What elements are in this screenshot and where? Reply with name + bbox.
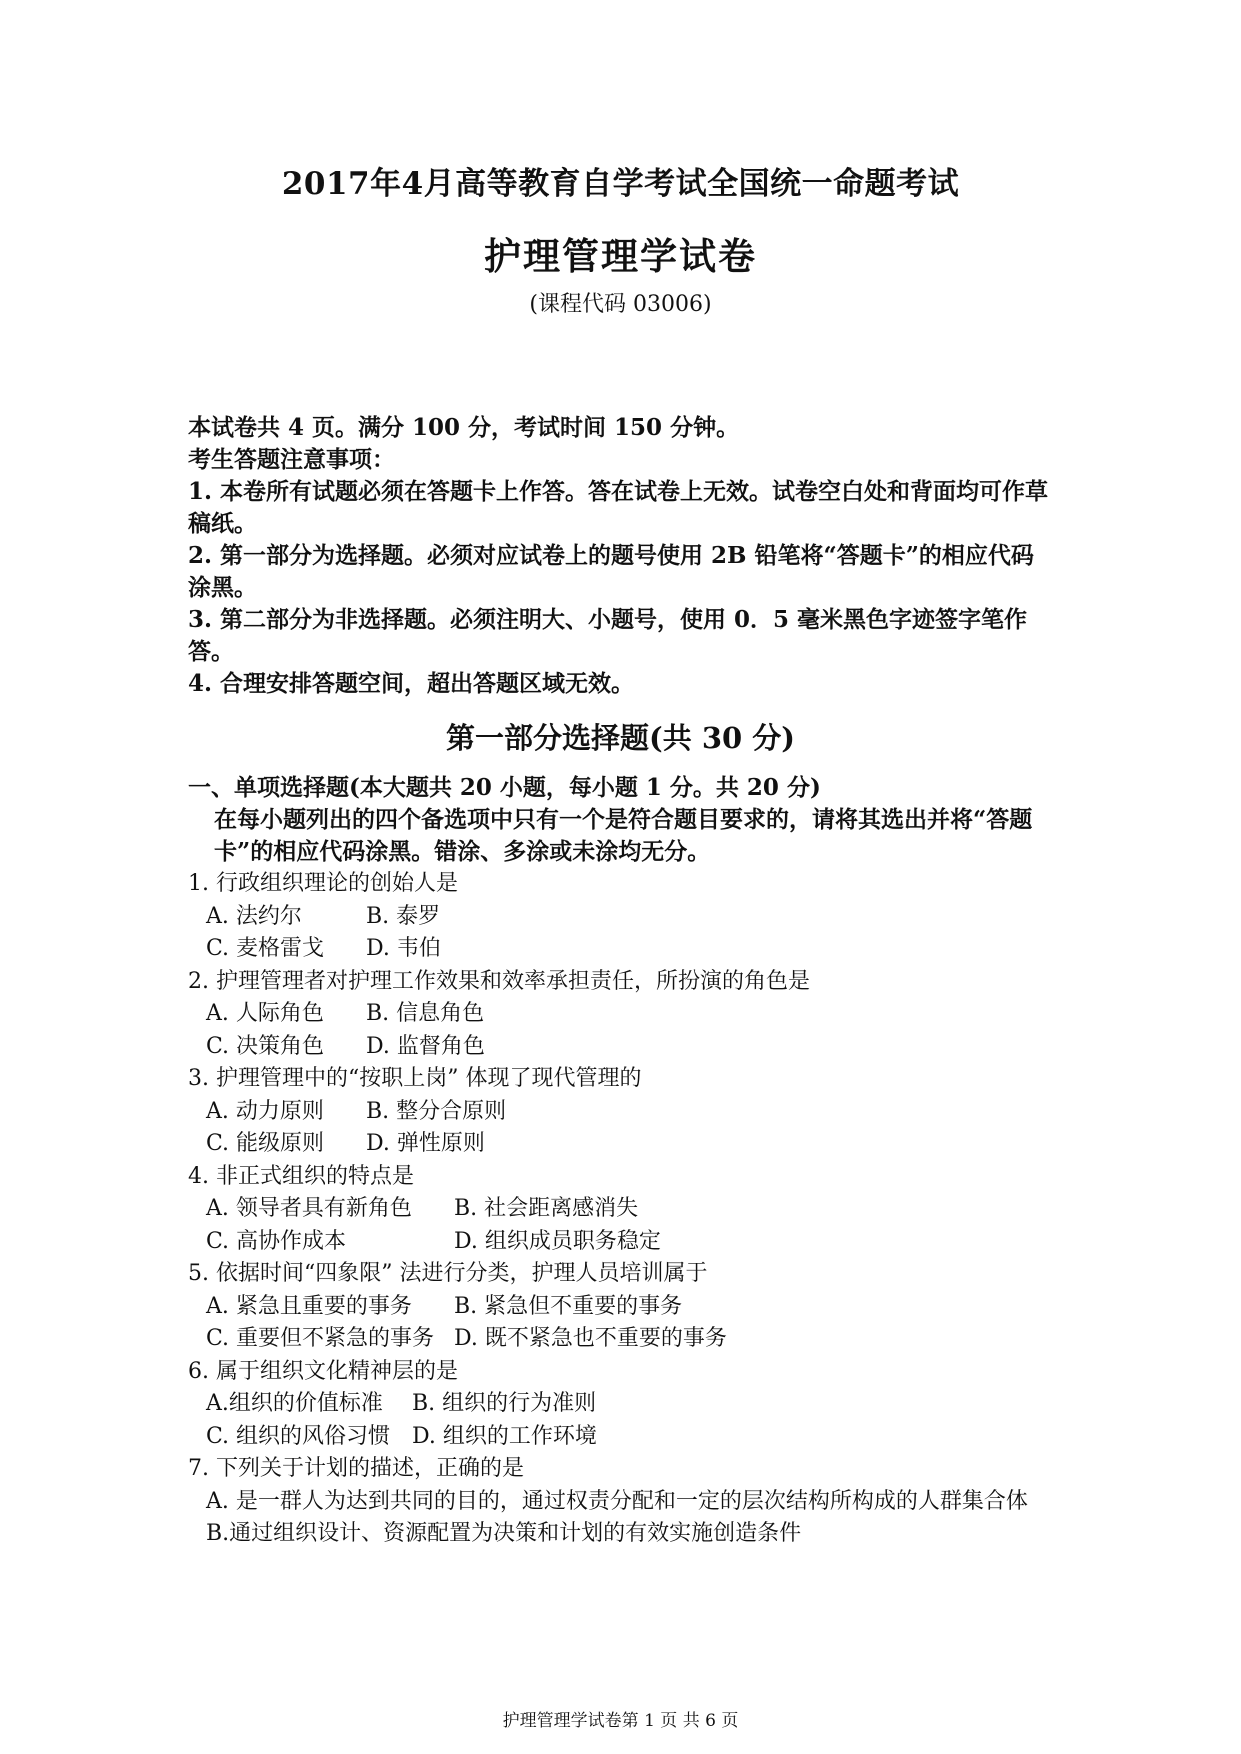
- answer-option: D. 弹性原则: [366, 1131, 485, 1156]
- notes-heading: 考生答题注意事项：: [188, 446, 395, 473]
- answer-option: B. 紧急但不重要的事务: [454, 1293, 683, 1319]
- answer-option: A. 是一群人为达到共同的目的，通过权责分配和一定的层次结构所构成的人群集合体: [206, 1488, 1028, 1514]
- option-row: [188, 1128, 1053, 1161]
- option-row: [188, 933, 1053, 966]
- note-item: 4. 合理安排答题空间，超出答题区域无效。: [188, 670, 635, 697]
- question-4: [188, 1161, 1053, 1259]
- section-instruction: 在每小题列出的四个备选项中只有一个是符合题目要求的，请将其选出并将“答题卡”的相应代码涂黑。错涂、多涂或未涂均无分。: [214, 806, 1033, 865]
- answer-option: B.通过组织设计、资源配置为决策和计划的有效实施创造条件: [206, 1521, 802, 1546]
- answer-option: A.组织的价值标准: [206, 1391, 383, 1416]
- answer-option: B. 组织的行为准则: [412, 1391, 597, 1416]
- answer-option: C. 能级原则: [206, 1131, 325, 1156]
- answer-option: B. 信息角色: [366, 1001, 485, 1026]
- question-list: [188, 868, 1053, 1551]
- section-title: 一、单项选择题(本大题共 20 小题，每小题 1 分。共 20 分): [188, 774, 821, 801]
- question-stem: 5. 依据时间“四象限” 法进行分类，护理人员培训属于: [188, 1261, 708, 1286]
- answer-option: B. 社会距离感消失: [454, 1196, 639, 1221]
- course-code: (课程代码 03006): [529, 292, 712, 317]
- answer-option: C. 决策角色: [206, 1033, 325, 1059]
- option-row: [188, 1031, 1053, 1064]
- question-stem: 6. 属于组织文化精神层的是: [188, 1358, 458, 1384]
- exam-notes: [188, 412, 1053, 700]
- question-5: [188, 1258, 1053, 1356]
- option-row: [188, 998, 1053, 1031]
- answer-option: C. 重要但不紧急的事务: [206, 1326, 435, 1351]
- section-header: [188, 772, 1053, 868]
- question-2: [188, 966, 1053, 1064]
- option-row: [188, 1226, 1053, 1259]
- answer-option: A. 法约尔: [206, 903, 302, 929]
- answer-option: D. 韦伯: [366, 936, 441, 961]
- answer-option: A. 紧急且重要的事务: [206, 1293, 412, 1319]
- answer-option: A. 领导者具有新角色: [206, 1196, 412, 1221]
- answer-option: D. 既不紧急也不重要的事务: [454, 1326, 727, 1351]
- option-row: [188, 1323, 1053, 1356]
- question-7: [188, 1453, 1053, 1551]
- answer-option: C. 组织的风俗习惯: [206, 1423, 391, 1449]
- option-row: [188, 1421, 1053, 1454]
- note-item: 3. 第二部分为非选择题。必须注明大、小题号，使用 0．5 毫米黑色字迹签字笔作答。: [188, 606, 1028, 665]
- question-1: [188, 868, 1053, 966]
- answer-option: D. 组织成员职务稳定: [454, 1228, 661, 1254]
- note-item: 1. 本卷所有试题必须在答题卡上作答。答在试卷上无效。试卷空白处和背面均可作草稿纸。: [188, 478, 1049, 537]
- option-row: [188, 1388, 1053, 1421]
- answer-option: C. 麦格雷戈: [206, 936, 325, 961]
- question-6: [188, 1356, 1053, 1454]
- option-row: [188, 901, 1053, 934]
- exam-title: 2017年4月高等教育自学考试全国统一命题考试: [281, 166, 960, 202]
- answer-option: D. 监督角色: [366, 1033, 485, 1059]
- question-stem: 1. 行政组织理论的创始人是: [188, 871, 458, 896]
- question-3: [188, 1063, 1053, 1161]
- option-row: [188, 1291, 1053, 1324]
- answer-option: C. 高协作成本: [206, 1228, 347, 1254]
- option-row: [188, 1096, 1053, 1129]
- question-stem: 3. 护理管理中的“按职上岗” 体现了现代管理的: [188, 1066, 642, 1091]
- part-one-title: 第一部分选择题(共 30 分): [446, 721, 795, 755]
- question-stem: 4. 非正式组织的特点是: [188, 1163, 414, 1189]
- answer-option: A. 人际角色: [206, 1001, 324, 1026]
- page-footer: 护理管理学试卷第 1 页 共 6 页: [502, 1711, 739, 1731]
- answer-option: A. 动力原则: [206, 1098, 324, 1124]
- exam-summary: 本试卷共 4 页。满分 100 分，考试时间 150 分钟。: [188, 414, 740, 441]
- option-row: [188, 1193, 1053, 1226]
- question-stem: 7. 下列关于计划的描述，正确的是: [188, 1456, 524, 1481]
- paper-title: 护理管理学试卷: [484, 234, 757, 278]
- note-item: 2. 第一部分为选择题。必须对应试卷上的题号使用 2B 铅笔将“答题卡”的相应代码涂黑。: [188, 542, 1034, 601]
- question-stem: 2. 护理管理者对护理工作效果和效率承担责任，所扮演的角色是: [188, 968, 810, 994]
- answer-option: B. 整分合原则: [366, 1098, 507, 1124]
- answer-option: B. 泰罗: [366, 903, 441, 929]
- answer-option: D. 组织的工作环境: [412, 1423, 597, 1449]
